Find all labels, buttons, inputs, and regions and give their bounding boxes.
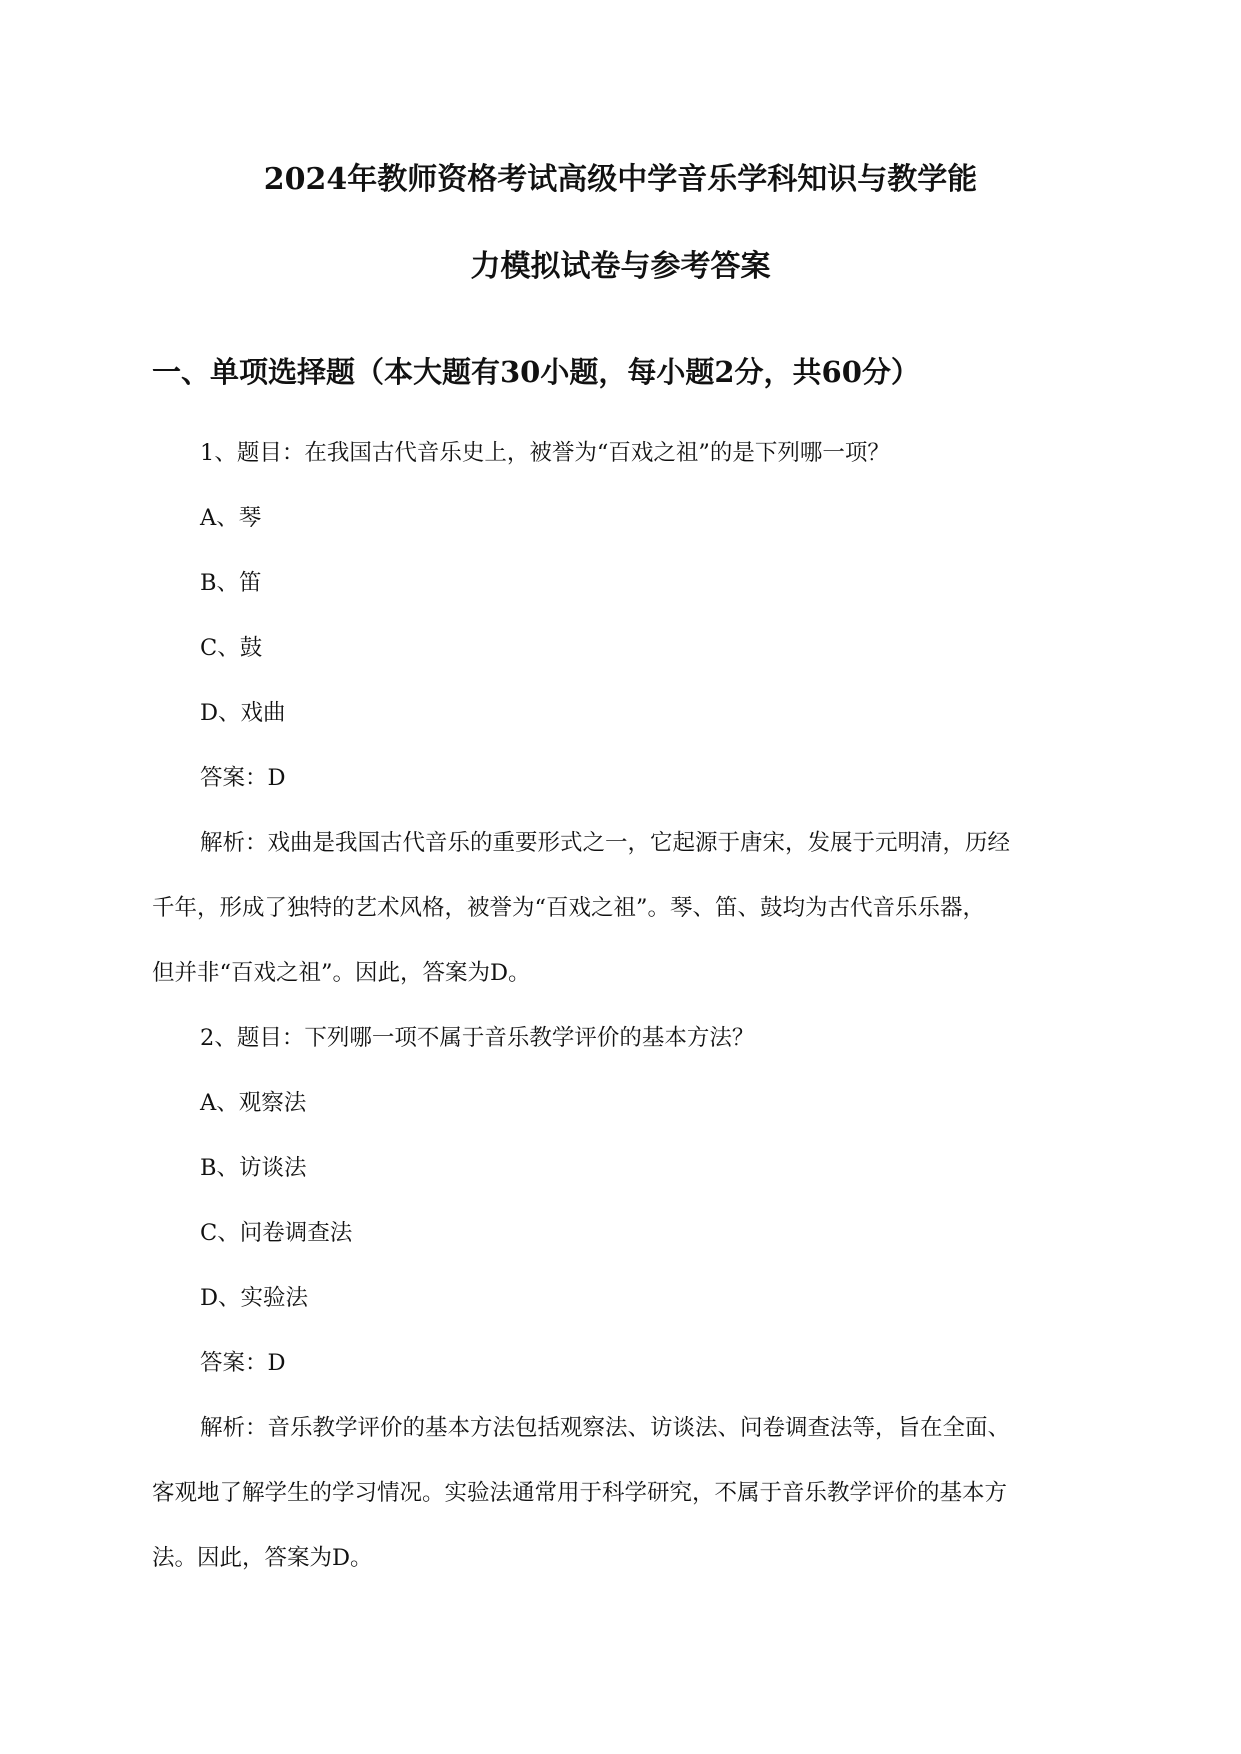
- question-option: B、访谈法: [200, 1155, 307, 1181]
- question-option: C、问卷调查法: [200, 1220, 353, 1246]
- explanation-line: 但并非“百戏之祖”。因此，答案为D。: [152, 960, 531, 986]
- explanation-line: 法。因此，答案为D。: [152, 1545, 373, 1571]
- explanation-line: 千年，形成了独特的艺术风格，被誉为“百戏之祖”。琴、笛、鼓均为古代音乐乐器，: [152, 895, 986, 921]
- explanation-line: 解析：戏曲是我国古代音乐的重要形式之一，它起源于唐宋，发展于元明清，历经: [200, 830, 1011, 856]
- question-option: C、鼓: [200, 635, 263, 661]
- explanation-line: 解析：音乐教学评价的基本方法包括观察法、访谈法、问卷调查法等，旨在全面、: [200, 1415, 1011, 1441]
- question-option: D、戏曲: [200, 700, 286, 726]
- question-option: D、实验法: [200, 1285, 309, 1311]
- explanation-line: 客观地了解学生的学习情况。实验法通常用于科学研究，不属于音乐教学评价的基本方: [152, 1480, 1008, 1506]
- document-title-line-1: 2024年教师资格考试高级中学音乐学科知识与教学能: [263, 162, 978, 197]
- question-stem: 2、题目：下列哪一项不属于音乐教学评价的基本方法？: [200, 1025, 755, 1051]
- question-stem: 1、题目：在我国古代音乐史上，被誉为“百戏之祖”的是下列哪一项？: [200, 440, 890, 466]
- question-option: A、琴: [200, 505, 262, 531]
- question-option: A、观察法: [200, 1090, 307, 1116]
- question-option: B、笛: [200, 570, 262, 596]
- question-answer: 答案：D: [200, 1350, 286, 1376]
- question-answer: 答案：D: [200, 765, 286, 791]
- document-title-line-2: 力模拟试卷与参考答案: [470, 249, 771, 284]
- section-heading: 一、单项选择题（本大题有30小题，每小题2分，共60分）: [152, 355, 920, 389]
